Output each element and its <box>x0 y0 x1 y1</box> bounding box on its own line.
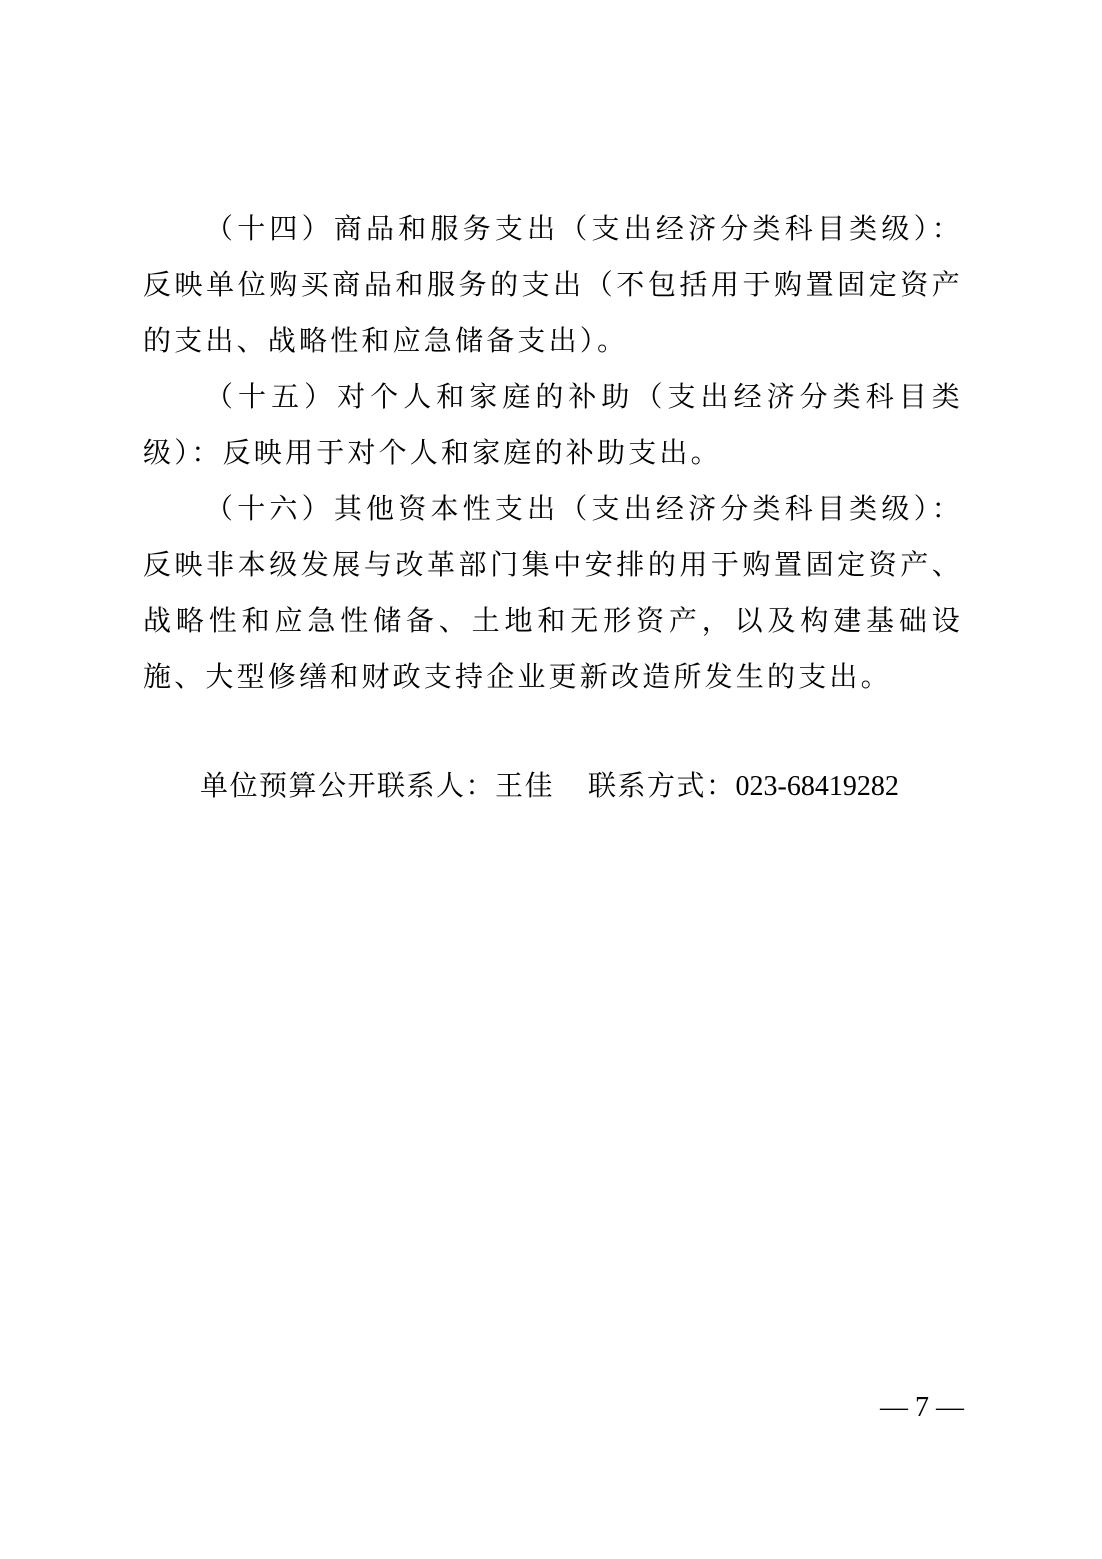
contact-line <box>200 758 899 815</box>
page-number: — 7 — <box>880 1392 964 1423</box>
paragraph-goods-and-services: （十四）商品和服务支出（支出经济分类科目类级）：反映单位购买商品和服务的支出（不包括用于购置固定资产的支出、战略性和应急储备支出）。 <box>143 212 963 357</box>
paragraph-other-capital-expenditure: （十六）其他资本性支出（支出经济分类科目类级）：反映非本级发展与改革部门集中安排的用于购置固定资产、战略性和应急性储备、土地和无形资产，以及构建基础设施、大型修缮和财政支持企业更新改造所发生的支出。 <box>143 492 963 693</box>
contact-phone-label: 联系方式： <box>588 769 736 802</box>
document-body <box>143 201 963 705</box>
paragraph-household-subsidies: （十五）对个人和家庭的补助（支出经济分类科目类级）：反映用于对个人和家庭的补助支出。 <box>143 380 963 469</box>
contact-phone: 023-68419282 <box>735 771 899 802</box>
contact-person-label: 单位预算公开联系人： <box>200 769 496 802</box>
contact-person-name: 王佳 <box>495 769 555 802</box>
